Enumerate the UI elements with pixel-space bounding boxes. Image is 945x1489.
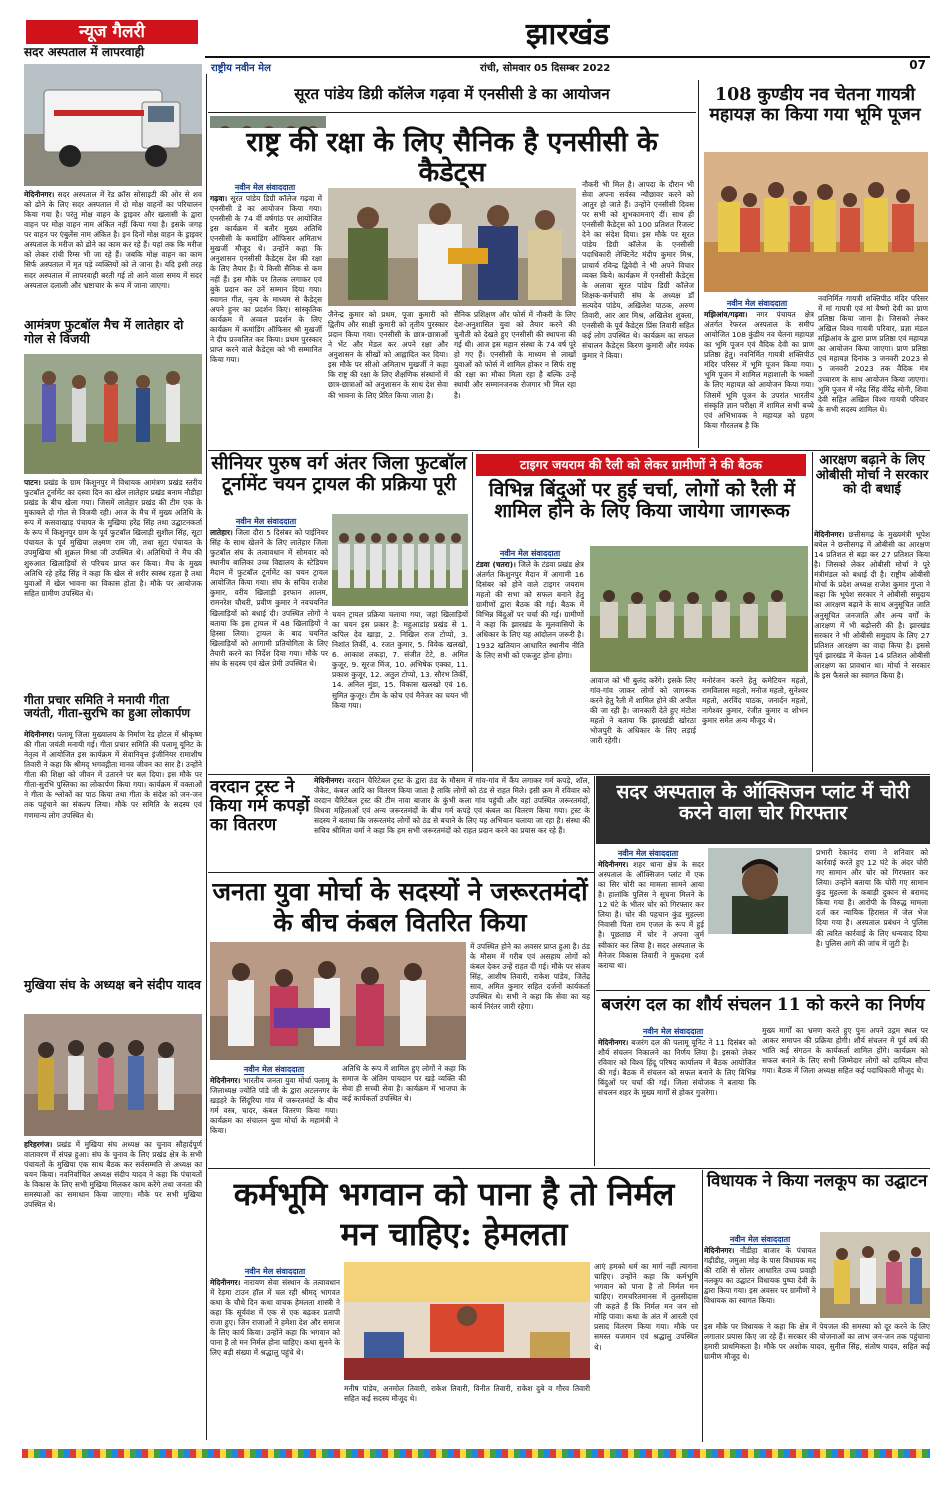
vardan-story	[208, 776, 592, 870]
bajrang-story	[596, 992, 930, 1166]
tiger-headline: विभिन्न बिंदुओं पर हुई चर्चा, लोगों को रैली में शामिल होने के लिए किया जायेगा जागरूक	[488, 479, 796, 523]
football-col1: लातेहार। जिला दौरा 5 दिसंबर को पाईनियर सिंह के साथ खेलने के लिए लातेहार जिला फुटबॉल संघ के तत्वावधान में सोमवार को स्थानीय बालिका उच्च विद्यालय के स्टेडियम मैदान में फुटबॉल टूर्नामेंट का चयन ट्रायल आयोजित किया गया। संघ के सचिव राजेश कुमार, वरीय खिलाड़ी इरफान आलम, रामनरेश चौधरी, प्रवीण कुमार ने नवचयनित खिलाड़ियों को बधाई दी। उपस्थित लोगों ने बताया कि इस ट्रायल में 48 खिलाड़ियों ने हिस्सा लिया। ट्रायल के बाद चयनित खिलाड़ियों को आगामी प्रतियोगिता के लिए तैयारी करने का निर्देश दिया गया। मौके पर संघ के सदस्य एवं खेल प्रेमी उपस्थित थे।	[210, 528, 328, 668]
sidebar-story3-body: मेदिनीनगर। पलामू जिला मुख्यालय के निर्माण रेड होटल में श्रीकृष्ण की गीता जयंती मनायी गई। गीता प्रचार समिति की पलामू यूनिट के नेतृत्व में आयोजित इस कार्यक्रम में सेवानिवृत्त इंजीनियर रामाशीष तिवारी ने कहा कि श्रीमद् भगवद्गीता मानव जीवन का सार है। उन्होंने गीता की शिक्षा को जीवन में उतारने पर बल दिया। इस मौके पर गीता-सुरभि पुस्तिका का लोकार्पण किया गया। कार्यक्रम में वक्ताओं ने गीता के श्लोकों का पाठ किया तथा गीता के संदेश को जन-जन तक पहुंचाने का संकल्प लिया। मौके पर समिति के सदस्य एवं गणमान्य लोग उपस्थित थे।	[24, 730, 202, 820]
football-photo	[24, 354, 202, 474]
masthead	[205, 18, 930, 74]
karma-story	[208, 1170, 700, 1442]
ncc-byline: नवीन मेल संवाददाता	[234, 183, 296, 192]
janata-col2: अतिथि के रूप में शामिल हुए लोगों ने कहा कि समाज के अंतिम पायदान पर खड़े व्यक्ति की सेवा ही सच्ची सेवा है। कार्यक्रम में भाजपा के कई कार्यकर्ता उपस्थित थे।	[342, 1064, 466, 1104]
gayatri-col2: नवनिर्मित गायत्री शक्तिपीठ मंदिर परिसर में मां गायत्री एवं मां वैष्णो देवी का प्राण प्रतिष्ठा किया जाना है। जिसको लेकर अखिल विश्व गायत्री परिवार, प्रज्ञा मंडल मझिआंव के द्वारा प्राण प्रतिष्ठा एवं महायज्ञ का आयोजन किया जाएगा। प्राण प्रतिष्ठा एवं महायज्ञ दिनांक 3 जनवरी 2023 से 5 जनवरी 2023 तक वैदिक मंत्र उच्चारण के साथ आयोजन किया जाएगा। भूमि पूजन में नरेंद्र सिंह वीरेंद्र सोनी, शिवा देवी सहित अखिल विश्व गायत्री परिवार के सभी सदस्य शामिल थे।	[818, 294, 928, 414]
page-number: 07	[909, 58, 926, 72]
color-strip	[22, 1446, 930, 1458]
sidebar-story3-head: गीता प्रचार समिति ने मनायी गीता जयंती, गीता-सुरभि का हुआ लोकार्पण	[24, 693, 191, 721]
football-story	[208, 452, 470, 772]
ncc-kicker: सूरत पांडेय डिग्री कॉलेज गढ़वा में एनसीसी डे का आयोजन	[294, 85, 610, 103]
paper-name: राष्ट्रीय नवीन मेल	[211, 63, 271, 74]
tiger-meeting-photo	[590, 546, 808, 672]
news-gallery-sidebar	[22, 18, 205, 1466]
nalkoop-photo	[820, 1232, 930, 1318]
football-col2: चयन ट्रायल प्रक्रिया चलाया गया, जहां खिलाड़ियों का चयन इस प्रकार है: महुआडांड़ प्रखंड से 1. कपिल देव खाड़ा, 2. निखिल राज टोप्पो, 3. निशांत तिर्की, 4. रजत कुमार, 5. विवेक खलखो, 6. आकाश लकड़ा, 7. संजीत टेटे, 8. अमित कुजूर, 9. सूरज मिंज, 10. अभिषेक एक्का, 11. प्रकाश कुजूर, 12. अतुल टोप्पो, 13. सौरभ तिर्की, 14. अनिल मुंडा, 15. विकास खलखो एवं 16. सुमित कुजूर। टीम के कोच एवं मैनेजर का चयन भी किया गया।	[332, 610, 468, 710]
tiger-story	[474, 452, 810, 772]
ncc-col2: जैनेन्द्र कुमार को प्रथम, पूजा कुमारी को द्वितीय और साक्षी कुमारी को तृतीय पुरस्कार प्रदान किया गया। एनसीसी के छात्र-छात्राओं ने भेंट और मेडल कर अपने रक्षा और अनुशासन के सीखों को आह्लादित कर दिया। इस मौके पर सीओ अमिताभ मुखर्जी ने कहा कि राष्ट्र की रक्षा के लिए शैक्षणिक संस्थानों में छात्र-छात्राओं को अनुशासन के साथ देश सेवा की भावना के लिए प्रेरित किया जाता है।	[328, 310, 448, 400]
football-team-photo	[332, 514, 468, 606]
sidebar-story4-body: हरिहरगंज। प्रखंड में मुखिया संघ अध्यक्ष का चुनाव सौहार्दपूर्ण वातावरण में संपन्न हुआ। संघ के चुनाव के लिए प्रखंड क्षेत्र के सभी पंचायतों के मुखिया एक साथ बैठक कर सर्वसम्मति से अध्यक्ष का चयन किया। नवनिर्वाचित अध्यक्ष संदीप यादव ने कहा कि पंचायतों के विकास के लिए सभी मुखिया मिलकर काम करेंगे तथा जनता की समस्याओं का समाधान किया जाएगा। मौके पर सभी मुखिया उपस्थित थे।	[24, 1140, 202, 1210]
janata-photo	[210, 942, 466, 1060]
ambulance-photo	[24, 64, 202, 186]
section-title: झारखंड	[525, 18, 610, 52]
karma-headline: कर्मभूमि भगवान को पाना है तो निर्मल मन चाहिए: हेमलता	[233, 1175, 675, 1253]
vardan-body: मेदिनीनगर। वरदान चैरिटेबल ट्रस्ट के द्वारा ठंड के मौसम में गांव-गांव में कैंप लगाकर गर्म कपड़े, शॉल, जैकेट, कंबल आदि का वितरण किया जाता है ताकि लोगों को ठंड से राहत मिले। इसी क्रम में रविवार को वरदान चैरिटेबल ट्रस्ट की टीम नावा बाजार के कुंभी कला गांव पहुंची और वहां उपस्थित जरूरतमंदों, विधवा महिलाओं एवं अन्य जरूरतमंदों के बीच गर्म कपड़े एवं कंबल का वितरण किया गया। ट्रस्ट के सदस्य ने बताया कि जरूरतमंद लोगों को ठंड से बचाने के लिए यह अभियान चलाया जा रहा है। संस्था की सचिव श्रीमिता वर्मा ने कहा कि हम सभी जरूरतमंदों को राहत प्रदान करने का प्रयास कर रहे हैं।	[314, 776, 590, 836]
sidebar-story1-head: सदर अस्पताल में लापरवाही	[24, 45, 145, 59]
dateline: रांची, सोमवार 05 दिसम्बर 2022	[480, 63, 611, 74]
karma-col3: मनीष पांडेय, अनमोल तिवारी, राकेश तिवारी, विनीत तिवारी, राकेश दुबे व गौरव तिवारी सहित कई सदस्य मौजूद थे।	[344, 1384, 590, 1404]
football-byline: नवीन मेल संवाददाता	[235, 517, 297, 526]
ncc-col1: गढ़वा। सूरत पांडेय डिग्री कॉलेज गढ़वा में एनसीसी डे का आयोजन किया गया। एनसीसी के 74 वीं वर्षगांठ पर आयोजित इस कार्यक्रम में बतौर मुख्य अतिथि एनसीसी के कमांडिंग ऑफिसर अमिताभ मुखर्जी मौजूद थे। उन्होंने कहा कि अनुशासन एनसीसी कैडेट्स देश की रक्षा के लिए तैयार हैं। ये किसी सैनिक से कम नहीं हैं। इस मौके पर तिलक लगाकर एवं बुके प्रदान कर उनें सम्मान दिया गया। स्वागत गीत, नृत्य के माध्यम से कैडेट्स अपने हुनर का प्रदर्शन किए। सांस्कृतिक कार्यक्रम में अव्वल प्रदर्शन के लिए कार्यक्रम में कमांडिंग ऑफिसर श्री मुखर्जी ने दीप प्रज्वलित कर किया। प्रथम पुरस्कार प्राप्त करने वाले कैडेट्स को भी सम्मानित किया गया।	[210, 194, 322, 364]
vidhayak-byline: नवीन मेल संवाददाता	[729, 1235, 791, 1244]
ncc-col3: सैनिक प्रशिक्षण और फोर्स में नौकरी के लिए देश-अनुशासित युवा को तैयार करने की चुनौती को देखते हुए एनसीसी की स्थापना की गई थी। आज इस महान संस्था के 74 वर्ष पूरे हो गए हैं। एनसीसी के माध्यम से लाखों युवाओं को फोर्स में शामिल होकर न सिर्फ राष्ट्र की रक्षा का मौका मिला रहा है बल्कि उन्हें स्थायी और सम्मानजनक रोजगार भी मिल रहा है।	[454, 310, 576, 400]
ncc-headline: राष्ट्र की रक्षा के लिए सैनिक है एनसीसी के कैडेट्स	[210, 128, 694, 188]
obc-story	[814, 452, 930, 772]
karma-col2: आएं हमको धर्म का मार्ग नहीं त्यागना चाहिए। उन्होंने कहा कि कर्मभूमि भगवान को पाना है तो निर्मल मन चाहिए। रामचरितमानस में तुलसीदास जी कहते हैं कि निर्मल मन जन सो मोहि पावा। कथा के अंत में आरती एवं प्रसाद वितरण किया गया। मौके पर समस्त यजमान एवं श्रद्धालु उपस्थित थे।	[594, 1262, 698, 1352]
vidhayak-headline: विधायक ने किया नलकूप का उद्घाटन	[706, 1171, 928, 1190]
oxygen-byline: नवीन मेल संवाददाता	[617, 849, 679, 858]
oxygen-story	[596, 776, 930, 988]
bajrang-col1: मेदिनीनगर। बजरंग दल की पलामू यूनिट ने 11 दिसंबर को शौर्य संचलन निकालने का निर्णय लिया है। इसको लेकर रविवार को विश्व हिंदू परिषद कार्यालय में बैठक आयोजित की गई। बैठक में संचलन को सफल बनाने के लिए विभिन्न बिंदुओं पर चर्चा की गई। जिला संयोजक ने बताया कि संचलन शहर के मुख्य मार्गों से होकर गुजरेगा।	[598, 1038, 757, 1098]
obc-body: मेदिनीनगर। छत्तीसगढ़ के मुख्यमंत्री भूपेश बघेल ने छत्तीसगढ़ में ओबीसी का आरक्षण 14 प्रतिशत से बढ़ा कर 27 प्रतिशत किया है। जिसको लेकर ओबीसी मोर्चा ने पूरे मंत्रीमंडल को बधाई दी है। राष्ट्रीय ओबीसी मोर्चा के प्रदेश अध्यक्ष राजेश कुमार गुप्ता ने कहा कि भूपेश सरकार ने ओबीसी समुदाय का आरक्षण बढ़ाने के साथ अनुसूचित जाति अनुसूचित जनजाति और अन्य वर्गों के आरक्षण में भी बढ़ोत्तरी की है। झारखंड सरकार ने भी ओबीसी समुदाय के लिए 27 प्रतिशत आरक्षण का वादा किया है। इससे पूर्व झारखंड में केवल 14 प्रतिशत ओबीसी आरक्षण का प्रावधान था। मोर्चा ने सरकार के इस फैसले का स्वागत किया है।	[814, 530, 930, 680]
bajrang-col2: मुख्य मार्गों का भ्रमण करते हुए पुनः अपने उद्गम स्थल पर आकर समापन की प्रक्रिया होगी। शौर्य संचलन में पूर्व वर्ष की भांति कई संगठन के कार्यकर्ता शामिल होंगे। कार्यक्रम को सफल बनाने के लिए सभी जिम्मेदार लोगों को दायित्व सौंपा गया। बैठक में जिला अध्यक्ष सहित कई पदाधिकारी मौजूद थे।	[762, 1026, 928, 1076]
ncc-ceremony-photo	[328, 188, 576, 306]
janata-story	[208, 874, 592, 1164]
tiger-col3: मनोरंजन करने हेतु कमेटियन महतो, रामविलास महतो, मनोज महतो, सुनेश्वर महतो, अरविंद पाठक, जनार्दन महतो, नागेश्वर कुमार, रंजीत कुमार व शोभन कुमार समेत अन्य मौजूद थे।	[702, 676, 808, 726]
oxygen-col1: मेदिनीनगर। शहर थाना क्षेत्र के सदर अस्पताल के ऑक्सिजन प्लांट में एक का सिर चोरी का मामला सामने आया है। हालांकि पुलिस ने सूचना मिलने के 12 घंटे के भीतर चोर को गिरफ्तार कर लिया है। चोर की पहचान कुंड मुहल्ला निवासी पिता राम एजल के रूप में हुई है। पूछताछ में चोर ने अपना जुर्म स्वीकार कर लिया है। सदर अस्पताल के मैनेजर विकास तिवारी ने मुकदमा दर्ज कराया था।	[598, 860, 704, 970]
ncc-story	[208, 80, 696, 448]
tiger-kicker: टाइगर जयराम की रैली को लेकर ग्रामीणों ने की बैठक	[476, 454, 806, 476]
gayatri-headline: 108 कुण्डीय नव चेतना गायत्री महायज्ञ का किया गया भूमि पूजन	[709, 85, 921, 125]
janata-headline: जनता युवा मोर्चा के सदस्यों ने जरूरतमंदों के बीच कंबल वितरित किया	[212, 877, 588, 938]
tiger-byline: नवीन मेल संवाददाता	[499, 549, 561, 558]
janata-byline: नवीन मेल संवाददाता	[243, 1065, 305, 1074]
vardan-headline-text: वरदान ट्रस्ट ने किया गर्म कपड़ों का वितरण	[210, 777, 310, 836]
sidebar-story2-head: आमंत्रण फुटबॉल मैच में लातेहार दो गोल से विजयी	[24, 317, 184, 346]
katha-photo	[344, 1262, 590, 1380]
bajrang-headline: बजरंग दल का शौर्य संचलन 11 को करने का निर्णय	[601, 995, 925, 1015]
gayatri-photo	[704, 152, 928, 292]
vidhayak-col2: इस मौके पर विधायक ने कहा कि क्षेत्र में पेयजल की समस्या को दूर करने के लिए लगातार प्रयास किए जा रहे हैं। सरकार की योजनाओं का लाभ जन-जन तक पहुंचाना हमारी प्राथमिकता है। मौके पर अशोक यादव, सुनील सिंह, संतोष यादव, सहित कई ग्रामीण मौजूद थे।	[704, 1322, 930, 1362]
tiger-col1: टंडवा (चतरा)। जिले के टंडवा प्रखंड क्षेत्र अंतर्गत किशुनपुर मैदान में आगामी 16 दिसंबर को होने वाले टाइगर जयराम महतो की सभा को सफल बनाने हेतु ग्रामीणों द्वारा बैठक की गई। बैठक में विभिन्न बिंदुओं पर चर्चा की गई। ग्रामीणों ने कहा कि झारखंड के मूलवासियों के अधिकार के लिए यह आंदोलन जरूरी है। 1932 खतियान आधारित स्थानीय नीति के लिए सभी को एकजुट होना होगा।	[476, 560, 584, 660]
sidebar-story2-body: पाटन। प्रखंड के ग्राम किशुनपुर में विधायक आमंत्रण प्रखंड स्तरीय फुटबॉल टूर्नामेंट का दस्वा दिन का खेल लातेहार प्रखंड बनाम नौडीहा प्रखंड के बीच खेला गया। जिसमें लातेहार प्रखंड की टीम एक के मुकाबले दो गोल से विजयी रही। आज के मैच में मुख्य अतिथि के रूप में कसवाखाड़ पंचायत के मुखिया हरेंद्र सिंह तथा उद्घाटनकर्ता के रूप में किशुनपुर ग्राम के पूर्व फुटबॉल खिलाड़ी सुशील सिंह, सूटा पंचायत के पूर्व मुखिया लक्ष्मण राम जी, तथा सूटा पंचायत के उपमुखिया श्री शुक्रल मिश्रा जी उपस्थित थे। अतिथियों ने मैच की शुरुआत खिलाड़ियों से परिचय प्राप्त कर किया। मैच के मुख्य अतिथि रहे हरेंद्र सिंह ने कहा कि खेल से शरीर स्वस्थ रहता है तथा युवाओं में खेल भावना का विकास होता है। मौके पर आयोजक सहित ग्रामीण उपस्थित थे।	[24, 478, 202, 598]
sidebar-story1-body: मेदिनीनगर। सदर अस्पताल में रेड क्रॉस सोसाइटी की ओर से शव को ढोने के लिए सदर अस्पताल में दो मोक्ष वाहनों का परिचालन किया गया है। परंतु मोक्ष वाहन के ड्राइवर और खलासी के द्वारा वाहन पर मोक्ष वाहन नाम अंकित नहीं किया गया है। इसके जगह पर वाहन पर एंबुलेंस नाम अंकित है। इन दिनों मोक्ष वाहन के ड्राइवर अस्पताल के मरीज को ढोने का काम कर रहे हैं। यहां तक कि मरीज को लेकर रांची रिम्स भी जा रहे हैं। जबकि मोक्ष वाहन का काम सिर्फ अस्पताल में मृत पड़े व्यक्तियों को ले जाना है। यदि इसी तरह सदर अस्पताल में लापरवाही बरती गई तो आने वाला समय में सदर अस्पताल दलाली और भ्रष्टाचार के रूप में जाना जाएगा।	[24, 190, 202, 290]
bajrang-byline: नवीन मेल संवाददाता	[642, 1027, 704, 1036]
karma-byline: नवीन मेल संवाददाता	[244, 1267, 306, 1276]
obc-headline: आरक्षण बढ़ाने के लिए ओबीसी मोर्चा ने सरकार को दी बधाई	[815, 453, 929, 498]
mukhiya-photo	[24, 1014, 202, 1136]
football-headline: सीनियर पुरुष वर्ग अंतर जिला फुटबॉल टूर्नामेंट चयन ट्रायल की प्रक्रिया पूरी	[211, 453, 467, 495]
oxygen-col2: प्रभारी रेकानंद राणा ने शनिवार को कार्रवाई करते हुए 12 घंटे के अंदर चोरी गए सामान और चोर को गिरफ्तार कर लिया। उन्होंने बताया कि चोरी गए सामान कुंड मुहल्ला के कबाड़ी दुकान से बरामद किया गया है। आरोपी के विरुद्ध मामला दर्ज कर न्यायिक हिरासत में जेल भेज दिया गया है। अस्पताल प्रबंधन ने पुलिस की त्वरित कार्रवाई के लिए धन्यवाद दिया है। पुलिस आगे की जांच में जुटी है।	[816, 848, 928, 948]
gayatri-col1: मझिआंव/गढ़वा। नगर पंचायत क्षेत्र अंतर्गत रेफरल अस्पताल के समीप आयोजित 108 कुंडीय नव चेतना महायज्ञ का भूमि पूजन एवं वैदिक देवी का प्राण प्रतिष्ठा हेतु। नवनिर्मित गायत्री शक्तिपीठ मंदिर परिसर में भूमि पूजन किया गया। भूमि पूजन में शामिल महाशाली के भक्तों के लिए महायज्ञ को आयोजन किया गया। जिसमें भूमि पूजन के उपरांत भारतीय संस्कृति ज्ञान परीक्षा में शामिल सभी बच्चे एवं अभिभावक ने महायज्ञ को ग्रहण किया गौरतलब है कि	[704, 310, 815, 430]
gayatri-byline: नवीन मेल संवाददाता	[726, 299, 788, 308]
tiger-col2: आवाज को भी बुलंद करेंगे। इसके लिए गांव-गांव जाकर लोगों को जागरूक करने हेतु रैली में शामिल होने की अपील की जा रही है। जानकारी देते हुए मंटोश महतो ने बताया कि झारखंडी खोरठा भोजपुरी के अधिकार के लिए लड़ाई जारी रहेगी।	[590, 676, 696, 746]
thief-photo	[708, 848, 812, 934]
sidebar-story4-head: मुखिया संघ के अध्यक्ष बने संदीप यादव	[24, 977, 202, 992]
janata-col3: में उपस्थित होने का अवसर प्राप्त हुआ है। ठंड के मौसम में गरीब एवं असहाय लोगों को कंबल देकर उन्हें राहत दी गई। मौके पर संजय सिंह, आशीष तिवारी, राकेश पांडेय, जितेंद्र साव, अमित कुमार सहित दर्जनों कार्यकर्ता उपस्थित थे। सभी ने कहा कि सेवा का यह कार्य निरंतर जारी रहेगा।	[470, 942, 591, 1012]
karma-col1: मेदिनीनगर। नारायण सेवा संस्थान के तत्वावधान में रेड़मा टाउन हॉल में चल रही श्रीमद् भागवत कथा के चौथे दिन कथा वाचक हेमलता शास्त्री ने कहा कि सूर्यवंश में एक से एक बढ़कर प्रतापी राजा हुए। जिन राजाओं ने हमेशा देश और समाज के लिए कार्य किया। उन्होंने कहा कि भगवान को पाना है तो मन निर्मल होना चाहिए। कथा सुनने के लिए बड़ी संख्या में श्रद्धालु पहुंचे थे।	[210, 1278, 340, 1358]
vidhayak-story	[704, 1170, 930, 1442]
oxygen-headline: सदर अस्पताल के ऑक्सिजन प्लांट में चोरी करने वाला चोर गिरफ्तार	[596, 776, 930, 844]
sidebar-title: न्यूज गैलरी	[26, 20, 198, 44]
janata-col1: मेदिनीनगर। भारतीय जनता युवा मोर्चा पलामू के जिलाध्यक्ष ज्योति पांडे जी के द्वारा अटलनगर के खड़हरे के सिंदूरिया गांव में जरूरतमंदों के बीच गर्म वस्त्र, चादर, कंबल वितरण किया गया। कार्यक्रम का संचालन युवा मोर्चा के महामंत्री ने किया।	[210, 1076, 338, 1136]
gayatri-story	[702, 80, 930, 448]
ncc-col4: नौकरी भी मिल है। आपदा के दौरान भी सेवा अपना सर्वस्व न्यौछावर करने को आतुर हो जाते हैं। उन्होंने एनसीसी दिवस पर सभी को शुभकामनाएं दीं। साथ ही एनसीसी कैडेट्स को 100 प्रतिशत रिजल्ट देने का संदेश दिया। इस मौके पर सूरत पांडेय डिग्री कॉलेज के एनसीसी पदाधिकारी लेफ्टिनेंट मंदीप कुमार मिश्र, प्राचार्य रविन्द्र द्विवेदी ने भी अपने विचार व्यक्त किये। कार्यक्रम में एनसीसी कैडेट्स के अलावा सूरत पांडेय डिग्री कॉलेज शिक्षक-कर्मचारी संघ के अध्यक्ष डॉ सत्यदेव पांडेय, अखिलेश पाठक, अरुण तिवारी, आर आर मिश्र, अखिलेश शुक्ला, एनसीसी के पूर्व कैडेट्स प्रिंस तिवारी सहित कई लोग उपस्थित थे। कार्यक्रम का सफल संचालन कैडेट्स किरण कुमारी और मयंक कुमार ने किया।	[582, 180, 694, 361]
vidhayak-col1: मेदिनीनगर। नौडीहा बाजार के पंचायत गढ़ीडीह, जमुआ मोड़ के पास विधायक मद की राशि से सोलर आधारित उच्च प्रवाही नलकूप का उद्घाटन विधायक पुष्पा देवी के द्वारा किया गया। इस अवसर पर ग्रामीणों ने विधायक का स्वागत किया।	[704, 1246, 816, 1306]
